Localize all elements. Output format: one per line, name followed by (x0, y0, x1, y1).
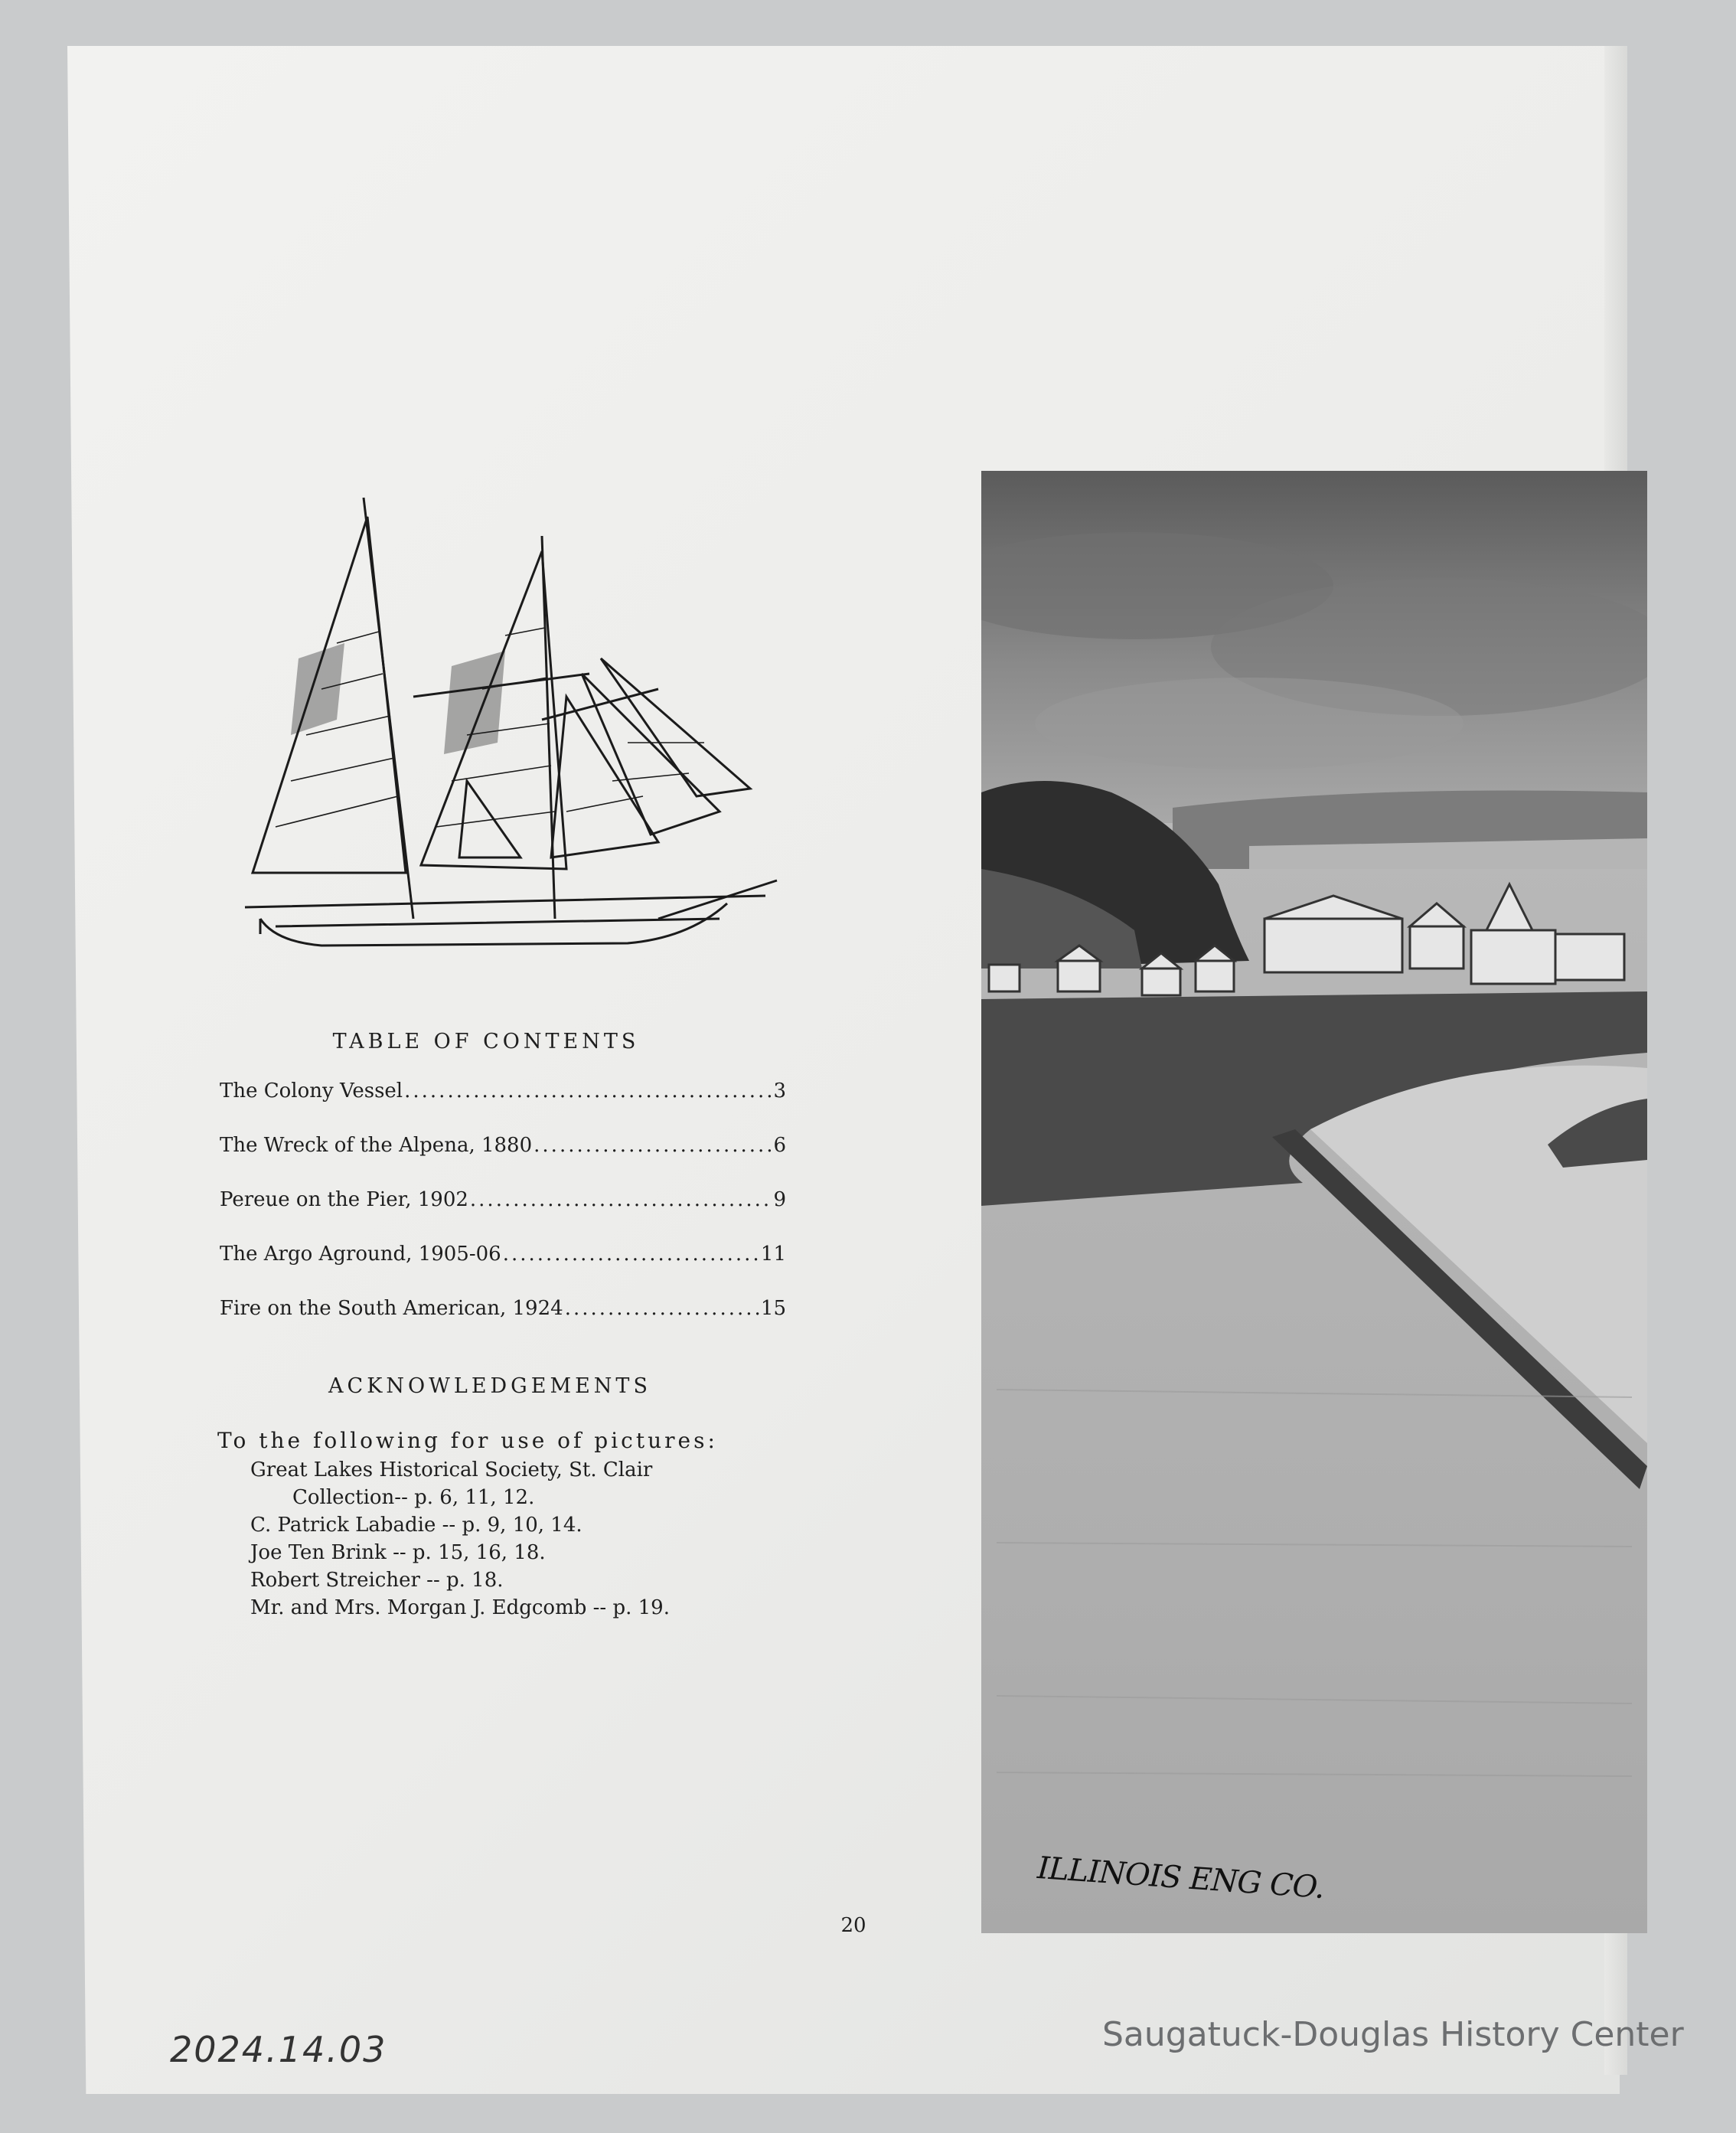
toc-leader-dots (404, 1080, 772, 1102)
toc-entry-title: The Colony Vessel (220, 1080, 403, 1102)
toc-entry-title: The Wreck of the Alpena, 1880 (220, 1134, 533, 1157)
toc-entry-page: 11 (760, 1243, 786, 1266)
toc-leader-dots (503, 1243, 759, 1266)
acknowledgement-line: Joe Ten Brink -- p. 15, 16, 18. (250, 1541, 546, 1564)
toc-entry-title: The Argo Aground, 1905-06 (220, 1243, 501, 1266)
toc-entry-title: Fire on the South American, 1924 (220, 1297, 563, 1320)
toc-entry (220, 1188, 786, 1243)
table-of-contents (220, 1080, 786, 1351)
toc-entry (220, 1134, 786, 1188)
toc-entry (220, 1297, 786, 1351)
toc-entry (220, 1080, 786, 1134)
toc-leader-dots (470, 1188, 772, 1211)
accession-number: 2024.14.03 (170, 2029, 387, 2070)
toc-leader-dots (534, 1134, 772, 1157)
toc-entry-page: 15 (760, 1297, 786, 1320)
toc-leader-dots (565, 1297, 759, 1320)
acknowledgements-heading: ACKNOWLEDGEMENTS (328, 1374, 651, 1398)
engraver-signature: ILLINOIS ENG CO. (1036, 1850, 1326, 1906)
acknowledgements-intro: To the following for use of pictures: (217, 1428, 718, 1453)
acknowledgements-list (250, 1456, 670, 1622)
schooner-sketch-icon (230, 490, 781, 949)
toc-heading: TABLE OF CONTENTS (332, 1030, 640, 1053)
watermark: Saugatuck-Douglas History Center (1102, 2015, 1684, 2054)
acknowledgement-line: Mr. and Mrs. Morgan J. Edgcomb -- p. 19. (250, 1596, 670, 1619)
toc-entry-page: 6 (773, 1134, 786, 1157)
acknowledgement-line: C. Patrick Labadie -- p. 9, 10, 14. (250, 1514, 582, 1537)
acknowledgement-line: Robert Streicher -- p. 18. (250, 1569, 504, 1592)
acknowledgement-line: Great Lakes Historical Society, St. Clair (250, 1458, 653, 1481)
toc-entry-page: 9 (773, 1188, 786, 1211)
acknowledgement-line: Collection-- p. 6, 11, 12. (292, 1486, 535, 1509)
toc-entry-title: Pereue on the Pier, 1902 (220, 1188, 468, 1211)
harbor-town-illustration (981, 471, 1647, 1933)
toc-entry (220, 1243, 786, 1297)
page-number: 20 (840, 1914, 866, 1937)
toc-entry-page: 3 (773, 1080, 786, 1102)
